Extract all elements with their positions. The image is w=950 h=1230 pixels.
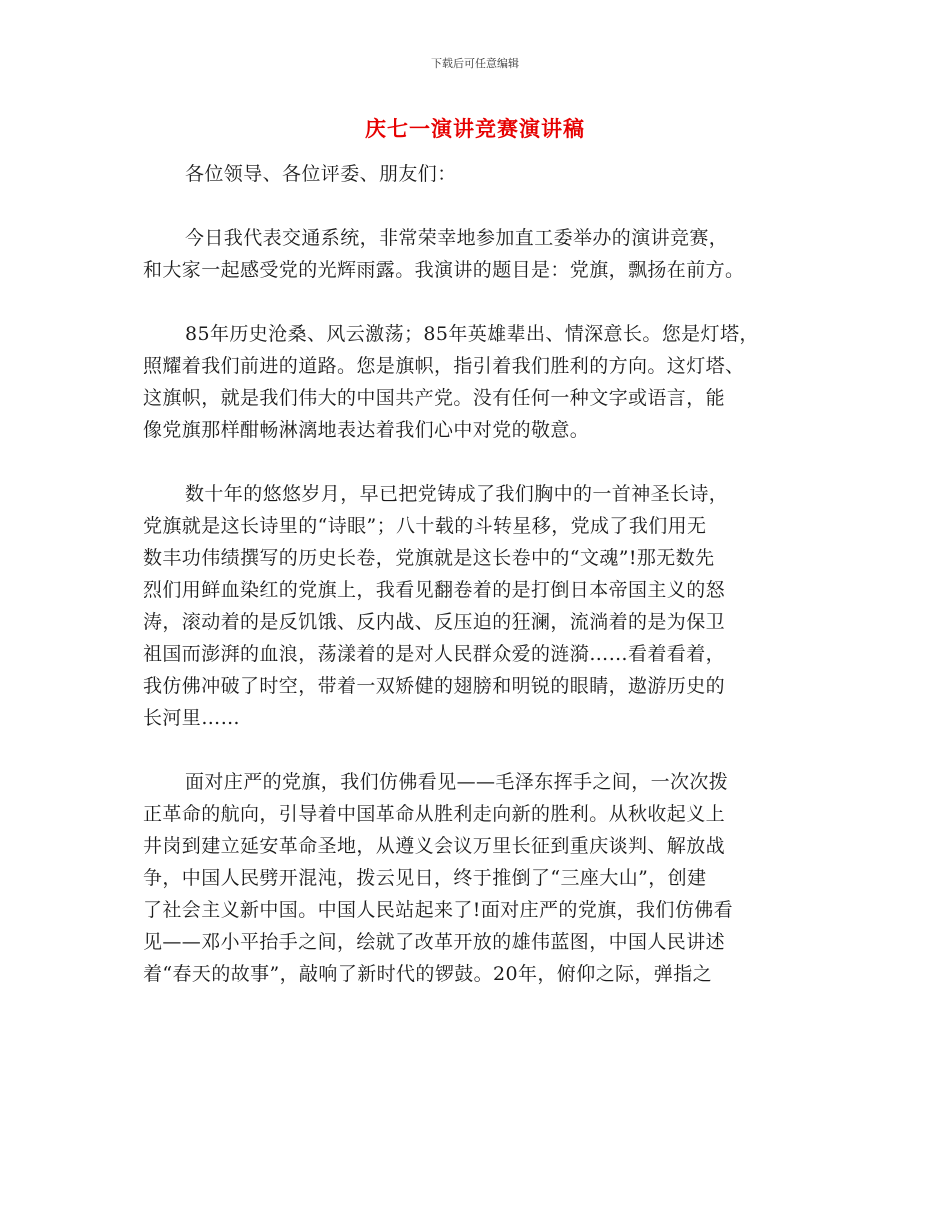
text-line: 这旗帜，就是我们伟大的中国共产党。没有任何一种文字或语言，能 xyxy=(143,387,726,409)
text-line: 了社会主义新中国。中国人民站起来了!面对庄严的党旗，我们仿佛看 xyxy=(143,899,734,921)
text-line: 像党旗那样酣畅淋漓地表达着我们心中对党的敬意。 xyxy=(143,419,590,441)
paragraph-2 xyxy=(143,318,813,446)
text-line: 烈们用鲜血染红的党旗上，我看见翻卷着的是打倒日本帝国主义的怒 xyxy=(143,579,726,601)
document-body xyxy=(143,158,813,990)
text-line: 正革命的航向，引导着中国革命从胜利走向新的胜利。从秋收起义上 xyxy=(143,803,726,825)
text-line: 照耀着我们前进的道路。您是旗帜，指引着我们胜利的方向。这灯塔、 xyxy=(143,355,745,377)
header-note: 下载后可任意编辑 xyxy=(431,57,519,70)
text-line: 党旗就是这长诗里的“诗眼”；八十载的斗转星移，党成了我们用无 xyxy=(143,515,707,537)
text-line: 数十年的悠悠岁月，早已把党铸成了我们胸中的一首神圣长诗， xyxy=(185,483,729,505)
salutation: 各位领导、各位评委、朋友们： xyxy=(185,163,457,185)
paragraph-gap xyxy=(143,286,813,318)
text-line: 数丰功伟绩撰写的历史长卷，党旗就是这长卷中的“文魂”!那无数先 xyxy=(143,547,715,569)
paragraph-4 xyxy=(143,766,813,990)
text-line: 我仿佛冲破了时空，带着一双矫健的翅膀和明锐的眼睛，遨游历史的 xyxy=(143,675,726,697)
text-line: 面对庄严的党旗，我们仿佛看见——毛泽东挥手之间，一次次拨 xyxy=(185,771,729,793)
paragraph-gap xyxy=(143,190,813,222)
page-title: 庆七一演讲竞赛演讲稿 xyxy=(365,116,585,141)
text-line: 见——邓小平抬手之间，绘就了改革开放的雄伟蓝图，中国人民讲述 xyxy=(143,931,726,953)
text-line: 祖国而澎湃的血浪，荡漾着的是对人民群众爱的涟漪……看着看着， xyxy=(143,643,726,665)
text-line: 井岗到建立延安革命圣地，从遵义会议万里长征到重庆谈判、解放战 xyxy=(143,835,726,857)
paragraph-gap xyxy=(143,734,813,766)
text-line: 今日我代表交通系统，非常荣幸地参加直工委举办的演讲竞赛， xyxy=(185,227,729,249)
paragraph-3 xyxy=(143,478,813,734)
text-line: 和大家一起感受党的光辉雨露。我演讲的题目是：党旗，飘扬在前方。 xyxy=(143,259,745,281)
text-line: 着“春天的故事”，敲响了新时代的锣鼓。20年，俯仰之际，弹指之 xyxy=(143,963,713,985)
paragraph-1 xyxy=(143,222,813,286)
text-line: 涛，滚动着的是反饥饿、反内战、反压迫的狂澜，流淌着的是为保卫 xyxy=(143,611,726,633)
text-line: 争，中国人民劈开混沌，拨云见日，终于推倒了“三座大山”，创建 xyxy=(143,867,707,889)
paragraph-gap xyxy=(143,446,813,478)
text-line: 85年历史沧桑、风云激荡；85年英雄辈出、情深意长。您是灯塔， xyxy=(185,323,759,345)
text-line: 长河里…… xyxy=(143,707,241,729)
